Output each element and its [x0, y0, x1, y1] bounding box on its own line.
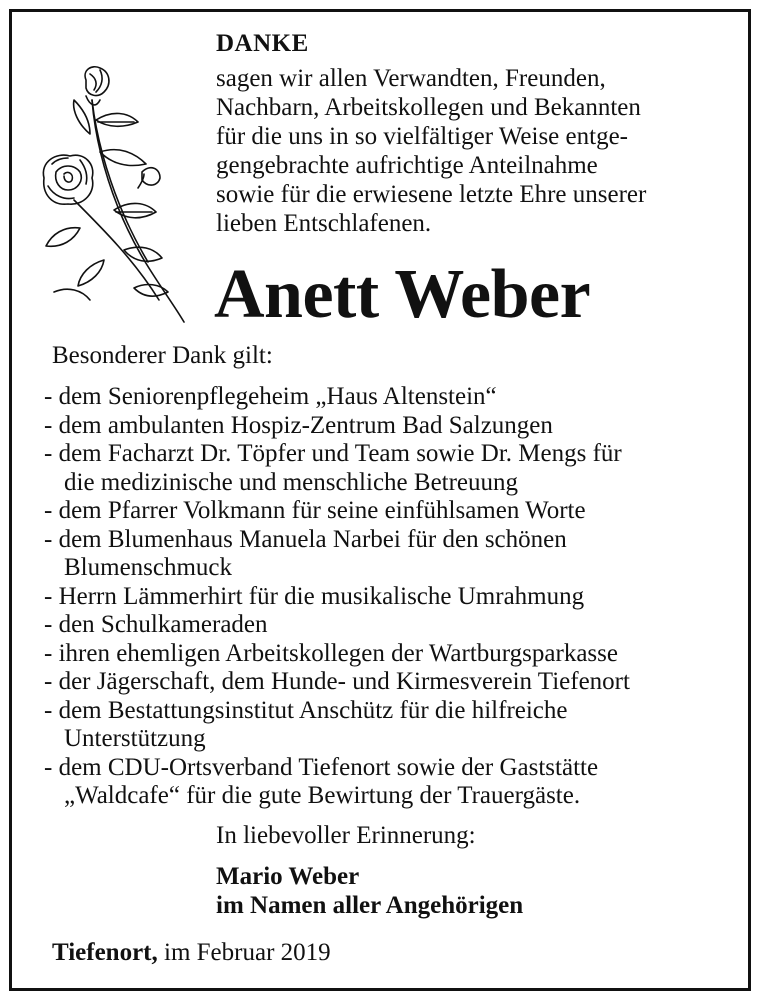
thanks-line: Blumenschmuck: [64, 554, 233, 581]
intro-line: für die uns in so vielfältiger Weise entge-: [216, 123, 628, 150]
thanks-line: - dem CDU-Ortsverband Tiefenort sowie der Gaststätte: [44, 753, 599, 781]
thanks-list: [44, 383, 744, 811]
deceased-name: Anett Weber: [214, 256, 591, 333]
thanks-line: - Herrn Lämmerhirt für die musikalische Umrahmung: [44, 582, 585, 610]
intro-line: sowie für die erwiesene letzte Ehre unserer: [216, 181, 647, 208]
thanks-line: - dem Pfarrer Volkmann für seine einfühlsamen Worte: [44, 497, 586, 524]
special-thanks-heading: Besonderer Dank gilt:: [52, 342, 273, 369]
signature-block: [216, 862, 523, 920]
intro-line: gengebrachte aufrichtige Anteilnahme: [216, 152, 598, 179]
thanks-line: Unterstützung: [64, 725, 206, 752]
intro-line: lieben Entschlafenen.: [216, 210, 432, 237]
intro-text: [216, 64, 736, 238]
thanks-line: - dem Bestattungsinstitut Anschütz für die hilfreiche: [44, 696, 568, 724]
thanks-line: - der Jägerschaft, dem Hunde- und Kirmesverein Tiefenort: [44, 668, 630, 695]
thanks-line: „Waldcafe“ für die gute Bewirtung der Trauergäste.: [64, 782, 581, 809]
date: im Februar 2019: [157, 939, 331, 966]
signatory-note: im Namen aller Angehörigen: [216, 892, 524, 919]
thanks-line: - dem Blumenhaus Manuela Narbei für den schönen: [44, 525, 567, 553]
thanks-line: - den Schulkameraden: [44, 611, 268, 638]
thanks-line: die medizinische und menschliche Betreuung: [64, 468, 519, 496]
place-date: [52, 938, 331, 967]
intro-line: Nachbarn, Arbeitskollegen und Bekannten: [216, 94, 641, 121]
thanks-line: - dem Facharzt Dr. Töpfer und Team sowie Dr. Mengs für: [44, 440, 622, 467]
rose-icon: [34, 60, 194, 325]
signatory-name: Mario Weber: [216, 863, 360, 890]
place: Tiefenort,: [52, 939, 158, 966]
danke-heading: DANKE: [216, 30, 309, 57]
closing-line: In liebevoller Erinnerung:: [216, 822, 476, 849]
thanks-line: - ihren ehemligen Arbeitskollegen der Wartburgsparkasse: [44, 639, 618, 667]
thanks-line: - dem Seniorenpflegeheim „Haus Altenstein“: [44, 383, 497, 410]
thanks-line: - dem ambulanten Hospiz-Zentrum Bad Salzungen: [44, 411, 553, 439]
intro-line: sagen wir allen Verwandten, Freunden,: [216, 65, 606, 92]
